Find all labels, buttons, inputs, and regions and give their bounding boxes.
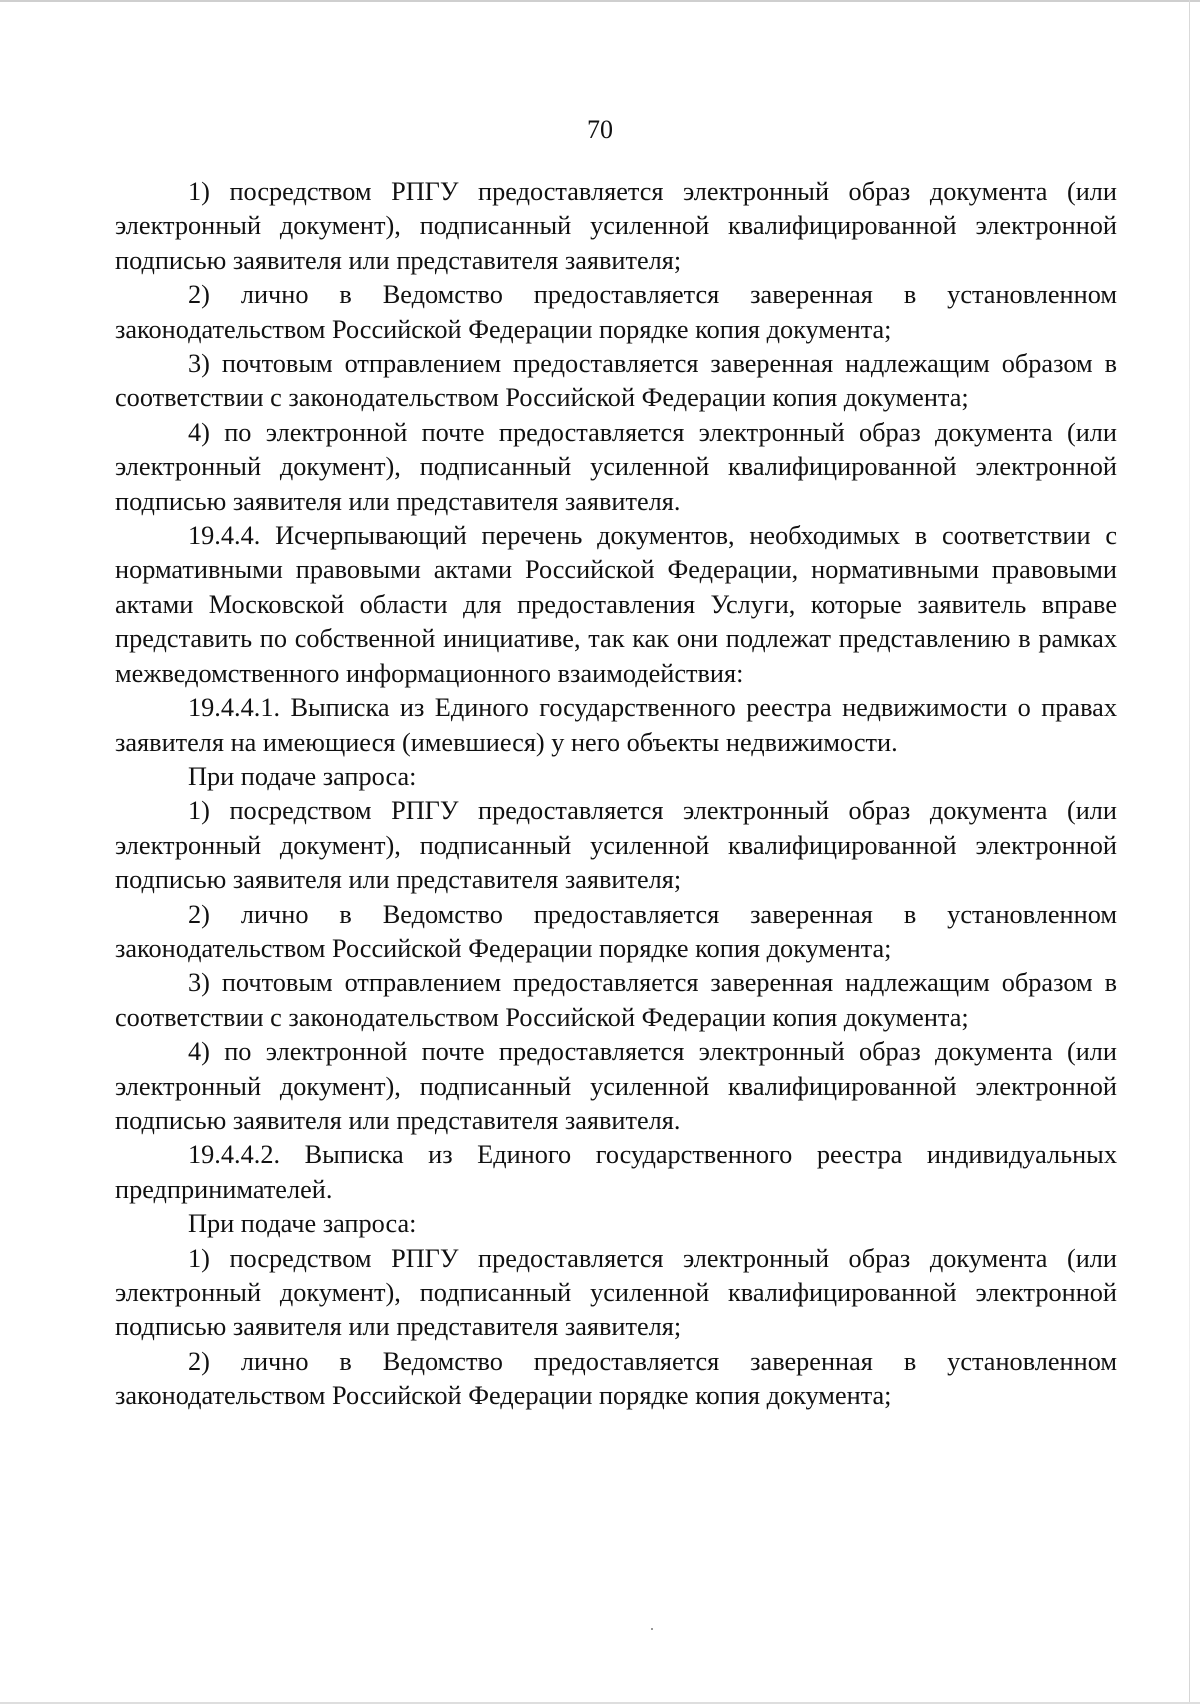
paragraph: При подаче запроса: — [188, 761, 417, 791]
paragraph: 2) лично в Ведомство предоставляется заверенная в установленном законодательством Российской Федерации порядке копия документа; — [115, 1346, 1117, 1411]
scan-edge-right — [1189, 0, 1190, 1704]
scan-speck — [651, 1628, 653, 1630]
paragraph: 19.4.4.2. Выписка из Единого государственного реестра индивидуальных предпринимателей. — [115, 1140, 1117, 1204]
paragraph: 3) почтовым отправлением предоставляется заверенная надлежащим образом в соответствии с законодательством Российской Федерации копия документа; — [115, 349, 1117, 413]
paragraph: 2) лично в Ведомство предоставляется заверенная в установленном законодательством Российской Федерации порядке копия документа; — [115, 899, 1117, 963]
paragraph: 1) посредством РПГУ предоставляется электронный образ документа (или электронный документ), подписанный усиленной квалифицированной электронной подписью заявителя или представителя заявителя; — [115, 177, 1117, 275]
paragraph: 3) почтовым отправлением предоставляется заверенная надлежащим образом в соответствии с законодательством Российской Федерации копия документа; — [115, 968, 1117, 1032]
paragraph: 19.4.4. Исчерпывающий перечень документов, необходимых в соответствии с нормативными правовыми актами Российской Федерации, нормативными правовыми актами Московской области для предоставления Услуги, которые заявитель вправе представить по собственной инициативе, так как они подлежат представлению в рамках межведомственного информационного взаимодействия: — [115, 521, 1117, 688]
page-number: 70 — [587, 115, 613, 144]
paragraph: 1) посредством РПГУ предоставляется электронный образ документа (или электронный документ), подписанный усиленной квалифицированной электронной подписью заявителя или представителя заявителя; — [115, 1243, 1117, 1342]
paragraph: 1) посредством РПГУ предоставляется электронный образ документа (или электронный документ), подписанный усиленной квалифицированной электронной подписью заявителя или представителя заявителя; — [115, 796, 1117, 895]
paragraph: При подаче запроса: — [188, 1209, 417, 1239]
scan-edge-top — [0, 0, 1200, 2]
paragraph: 4) по электронной почте предоставляется электронный образ документа (или электронный документ), подписанный усиленной квалифицированной электронной подписью заявителя или представителя заявителя. — [115, 1037, 1117, 1135]
paragraph: 4) по электронной почте предоставляется электронный образ документа (или электронный документ), подписанный усиленной квалифицированной электронной подписью заявителя или представителя заявителя. — [115, 417, 1117, 516]
document-body — [115, 175, 1117, 1414]
paragraph: 2) лично в Ведомство предоставляется заверенная в установленном законодательством Российской Федерации порядке копия документа; — [115, 280, 1117, 344]
paragraph: 19.4.4.1. Выписка из Единого государственного реестра недвижимости о правах заявителя на имеющиеся (имевшиеся) у него объекты недвижимости. — [115, 693, 1117, 757]
